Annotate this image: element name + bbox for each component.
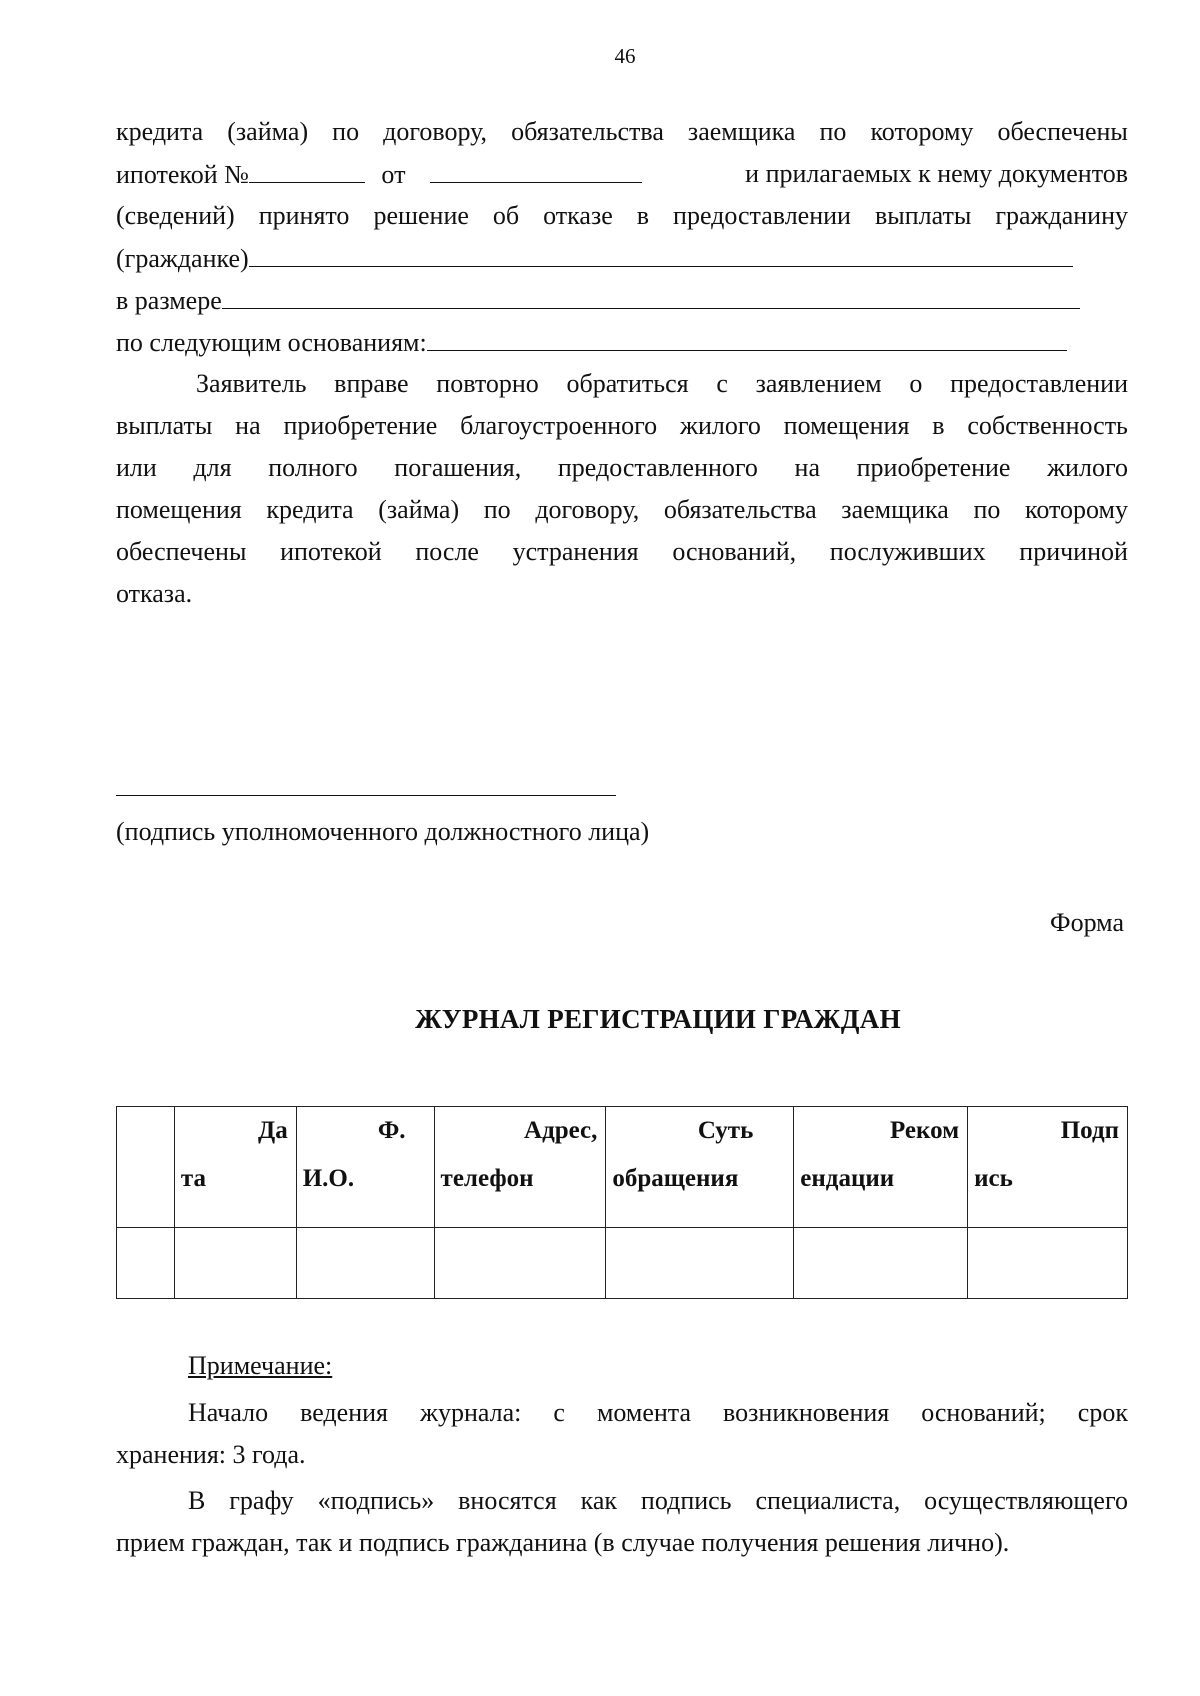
- word: «подпись»: [317, 1486, 435, 1515]
- note-line: прием граждан, так и подпись гражданина (в случае получения решения лично).: [116, 1528, 1010, 1557]
- header-cell-signature: Подп ись: [968, 1107, 1128, 1228]
- citizen-blank[interactable]: [249, 242, 1073, 267]
- date-from-label: от: [381, 160, 406, 189]
- page-number: 46: [614, 44, 636, 68]
- word: приобретение: [283, 411, 438, 440]
- journal-table: [116, 1106, 1128, 1299]
- paragraph-line: [116, 326, 1067, 359]
- word: по: [819, 117, 847, 146]
- paragraph-line: [116, 242, 1073, 275]
- header-cell-number: [117, 1107, 175, 1228]
- word: кредита: [266, 495, 354, 524]
- word: послуживших: [829, 537, 986, 566]
- word: заемщика: [687, 117, 796, 146]
- word: для: [193, 453, 232, 482]
- word: подпись: [640, 1486, 732, 1515]
- paragraph-line: [116, 158, 1128, 191]
- table-cell[interactable]: [434, 1228, 606, 1299]
- date-blank[interactable]: [430, 158, 642, 183]
- word: благоустроенного: [460, 411, 658, 440]
- attached-docs-text: и прилагаемых к нему документов: [745, 159, 1128, 188]
- word: оснований;: [921, 1398, 1046, 1427]
- word: в: [932, 411, 945, 440]
- word: или: [116, 453, 157, 482]
- amount-label: в размере: [116, 286, 222, 315]
- word: специалиста,: [755, 1486, 901, 1515]
- word: как: [580, 1486, 617, 1515]
- word: обязательства: [663, 495, 817, 524]
- journal-title: ЖУРНАЛ РЕГИСТРАЦИИ ГРАЖДАН: [415, 1004, 901, 1034]
- word: обеспечены: [997, 117, 1128, 146]
- paragraph-line: [116, 452, 1128, 484]
- word: Заявитель: [196, 369, 307, 398]
- table-row: [117, 1228, 1128, 1299]
- word: приобретение: [856, 453, 1011, 482]
- word: гражданину: [995, 201, 1128, 230]
- word: на: [235, 411, 261, 440]
- word: выплаты: [116, 411, 213, 440]
- header-cell-recommendations: Реком ендации: [794, 1107, 968, 1228]
- word: ипотекой: [280, 537, 382, 566]
- word: осуществляющего: [924, 1486, 1128, 1515]
- word: Начало: [188, 1398, 269, 1427]
- word: которому: [1025, 495, 1128, 524]
- word: предоставленного: [557, 453, 758, 482]
- grounds-blank[interactable]: [427, 326, 1067, 351]
- paragraph-line: [116, 116, 1128, 148]
- table-cell[interactable]: [117, 1228, 175, 1299]
- note-line: [188, 1485, 1128, 1517]
- word: жилого: [679, 411, 761, 440]
- word: вправе: [334, 369, 409, 398]
- signature-line[interactable]: [116, 795, 616, 796]
- word: по: [332, 117, 360, 146]
- table-cell[interactable]: [296, 1228, 434, 1299]
- word: журнала:: [420, 1398, 522, 1427]
- paragraph-line: [116, 536, 1128, 568]
- word: после: [415, 537, 479, 566]
- word: обратиться: [566, 369, 689, 398]
- word: по: [483, 495, 511, 524]
- word: обязательства: [511, 117, 664, 146]
- table-cell[interactable]: [174, 1228, 296, 1299]
- note-line: [188, 1397, 1128, 1429]
- word: момента: [596, 1398, 692, 1427]
- paragraph-line: [116, 410, 1128, 442]
- paragraph-line: [196, 368, 1128, 400]
- mortgage-number-label: ипотекой №: [116, 160, 249, 189]
- header-cell-address: Адрес, телефон: [434, 1107, 606, 1228]
- grounds-label: по следующим основаниям:: [116, 328, 427, 357]
- word: в: [636, 201, 650, 230]
- word: графу: [229, 1486, 294, 1515]
- word: принято: [258, 201, 350, 230]
- word: договору,: [535, 495, 640, 524]
- word: вносятся: [458, 1486, 557, 1515]
- word: устранения: [512, 537, 639, 566]
- table-cell[interactable]: [794, 1228, 968, 1299]
- word: жилого: [1047, 453, 1128, 482]
- word: ведения: [300, 1398, 388, 1427]
- note-line: хранения: 3 года.: [116, 1440, 306, 1469]
- word: об: [492, 201, 520, 230]
- word: по: [973, 495, 1001, 524]
- word: оснований,: [672, 537, 797, 566]
- table-cell[interactable]: [606, 1228, 794, 1299]
- note-heading: Примечание:: [188, 1351, 333, 1380]
- word: предоставлении: [950, 369, 1128, 398]
- paragraph-line: [116, 200, 1128, 232]
- word: помещения: [783, 411, 910, 440]
- table-header-row: [117, 1107, 1128, 1228]
- word: решение: [373, 201, 469, 230]
- amount-blank[interactable]: [222, 284, 1080, 309]
- citizen-label: (гражданке): [116, 244, 249, 273]
- paragraph-line: отказа.: [116, 579, 193, 608]
- word: с: [553, 1398, 565, 1427]
- word: заявлением: [755, 369, 882, 398]
- header-cell-date: Да та: [174, 1107, 296, 1228]
- word: (займа): [378, 495, 460, 524]
- word: полного: [268, 453, 358, 482]
- word: предоставлении: [673, 201, 851, 230]
- paragraph-line: [116, 284, 1080, 317]
- header-cell-fio: Ф. И.О.: [296, 1107, 434, 1228]
- word: (займа): [227, 117, 309, 146]
- word: собственность: [967, 411, 1128, 440]
- mortgage-number-blank[interactable]: [249, 158, 365, 183]
- word: заемщика: [841, 495, 949, 524]
- paragraph-line: [116, 494, 1128, 526]
- word: на: [794, 453, 820, 482]
- word: кредита: [116, 117, 204, 146]
- word: о: [909, 369, 923, 398]
- word: повторно: [436, 369, 539, 398]
- word: (сведений): [116, 201, 235, 230]
- word: В: [188, 1486, 206, 1515]
- form-label: Форма: [1050, 908, 1124, 937]
- word: возникновения: [723, 1398, 890, 1427]
- word: помещения: [116, 495, 242, 524]
- word: обеспечены: [116, 537, 247, 566]
- word: договору,: [383, 117, 488, 146]
- word: отказе: [543, 201, 613, 230]
- word: погашения,: [394, 453, 522, 482]
- word: причиной: [1019, 537, 1128, 566]
- word: с: [716, 369, 728, 398]
- header-cell-essence: Суть обращения: [606, 1107, 794, 1228]
- word: выплаты: [874, 201, 972, 230]
- word: срок: [1077, 1398, 1128, 1427]
- word: которому: [870, 117, 974, 146]
- signature-caption: (подпись уполномоченного должностного лица): [116, 817, 650, 846]
- table-cell[interactable]: [968, 1228, 1128, 1299]
